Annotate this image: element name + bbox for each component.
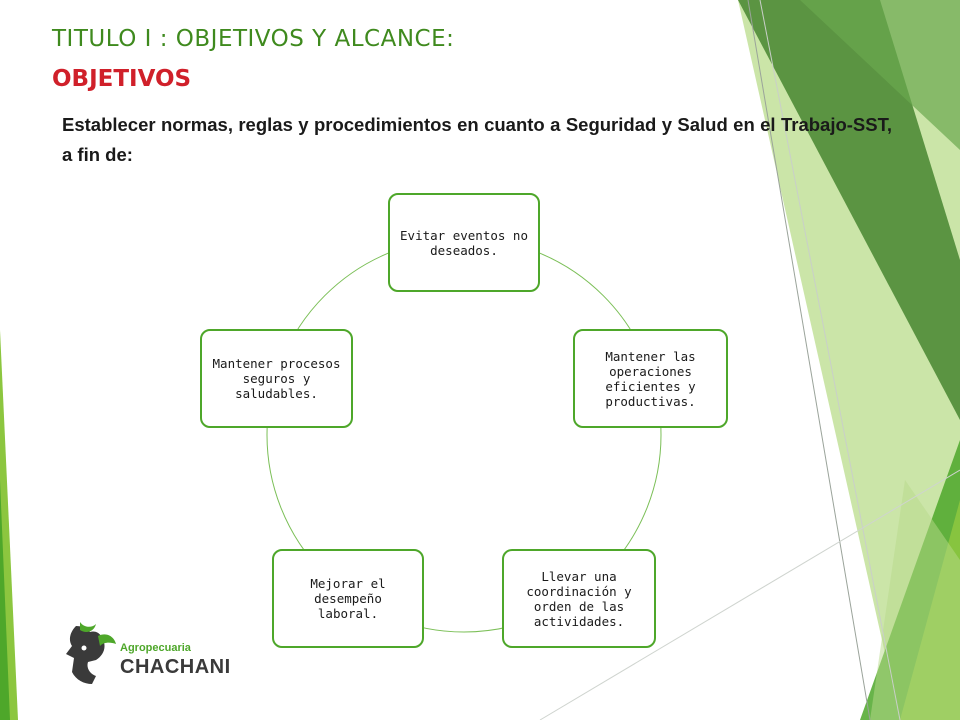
cycle-node-label: Llevar una coordinación y orden de las actividades. (526, 568, 632, 629)
cycle-node-avoid-events (388, 193, 540, 292)
cycle-node-coordination (502, 549, 656, 648)
cow-head-icon (62, 618, 222, 690)
cycle-node-safe-processes (200, 329, 353, 428)
intro-text: Establecer normas, reglas y procedimientos en cuanto a Seguridad y Salud en el Trabajo-SST, a fin de: (62, 114, 892, 165)
logo-name: CHACHANI (120, 656, 231, 678)
cycle-node-label: Mejorar el desempeño laboral. (310, 576, 386, 621)
cycle-node-label: Mantener las operaciones eficientes y productivas. (605, 348, 696, 409)
logo-subtext: Agropecuaria (120, 642, 191, 654)
slide-subtitle: OBJETIVOS (52, 66, 192, 92)
cycle-node-improve-performance (272, 549, 424, 648)
cycle-node-efficient-operations (573, 329, 728, 428)
slide-title: TITULO I : OBJETIVOS Y ALCANCE: (52, 26, 455, 52)
cycle-node-label: Mantener procesos seguros y saludables. (212, 356, 341, 401)
cycle-node-label: Evitar eventos no deseados. (400, 227, 528, 258)
